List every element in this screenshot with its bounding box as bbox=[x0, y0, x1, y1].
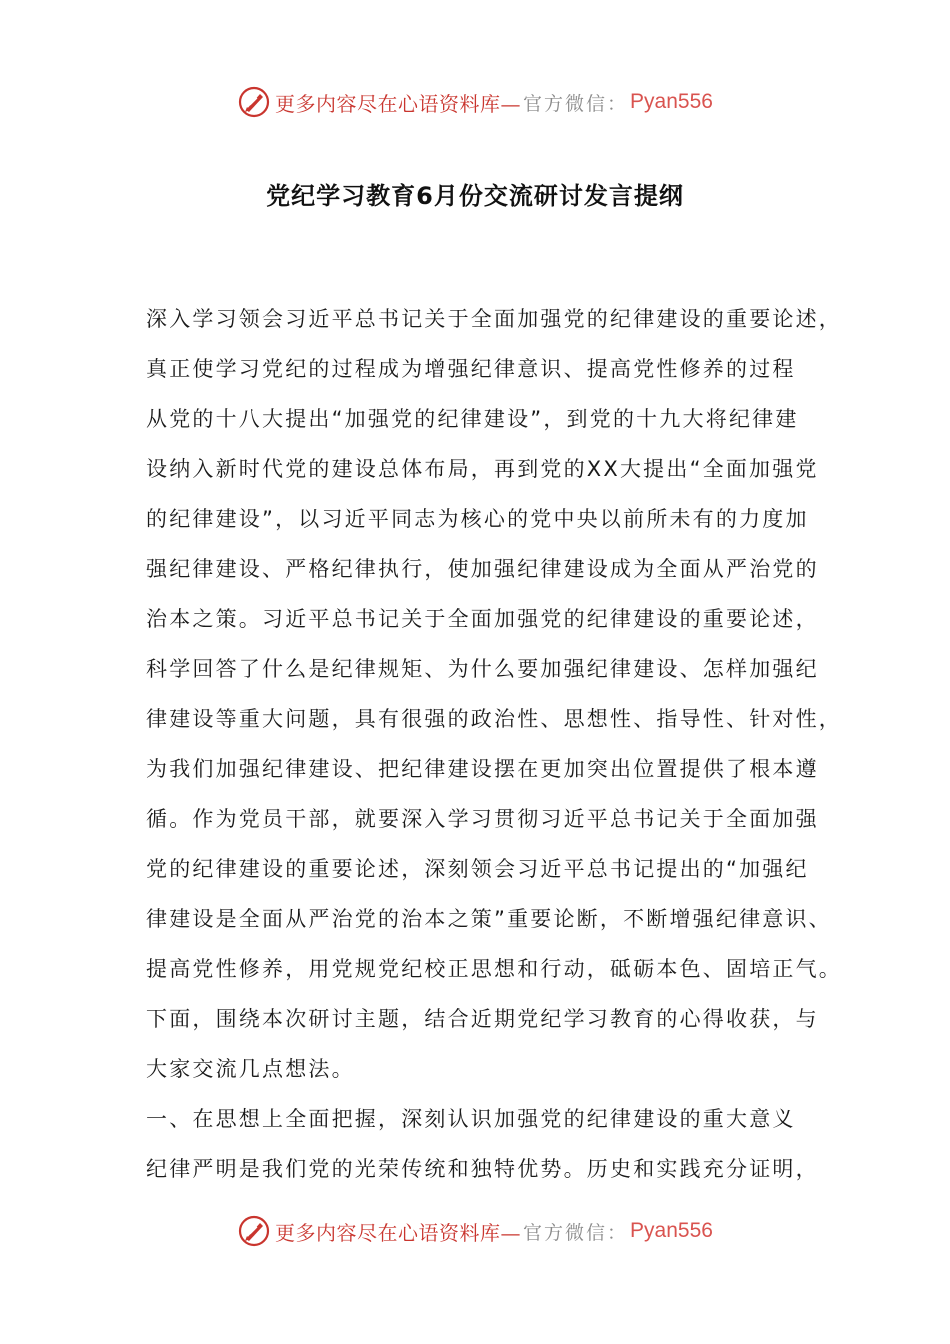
body-line: 的纪律建设”，以习近平同志为核心的党中央以前所未有的力度加 bbox=[146, 507, 809, 531]
document-title: 党纪学习教育6月份交流研讨发言提纲 bbox=[266, 182, 684, 210]
body-line: 科学回答了什么是纪律规矩、为什么要加强纪律建设、怎样加强纪 bbox=[146, 657, 819, 681]
watermark-banner-bottom bbox=[0, 1211, 950, 1251]
body-line: 党的纪律建设的重要论述，深刻领会习近平总书记提出的“加强纪 bbox=[146, 857, 809, 881]
watermark-site-text: 更多内容尽在心语资料库— bbox=[275, 1220, 522, 1245]
body-line: 下面，围绕本次研讨主题，结合近期党纪学习教育的心得收获，与 bbox=[146, 1007, 819, 1031]
body-line: 纪律严明是我们党的光荣传统和独特优势。历史和实践充分证明， bbox=[146, 1157, 819, 1181]
watermark-wechat-id: Pyan556 bbox=[630, 1219, 713, 1242]
watermark-wechat-id: Pyan556 bbox=[630, 90, 713, 113]
body-line: 循。作为党员干部，就要深入学习贯彻习近平总书记关于全面加强 bbox=[146, 807, 819, 831]
body-line: 强纪律建设、严格纪律执行，使加强纪律建设成为全面从严治党的 bbox=[146, 557, 819, 581]
body-line: 真正使学习党纪的过程成为增强纪律意识、提高党性修养的过程 bbox=[146, 357, 796, 381]
body-line: 从党的十八大提出“加强党的纪律建设”，到党的十九大将纪律建 bbox=[146, 407, 799, 431]
watermark-wechat-label: 官方微信： bbox=[523, 92, 629, 115]
section-heading-line: 一、在思想上全面把握，深刻认识加强党的纪律建设的重大意义 bbox=[146, 1107, 796, 1131]
body-line: 治本之策。习近平总书记关于全面加强党的纪律建设的重要论述， bbox=[146, 607, 819, 631]
body-line: 大家交流几点想法。 bbox=[146, 1057, 355, 1081]
watermark-banner-top bbox=[0, 82, 950, 122]
body-line: 为我们加强纪律建设、把纪律建设摆在更加突出位置提供了根本遵 bbox=[146, 757, 819, 781]
body-line: 律建设等重大问题，具有很强的政治性、思想性、指导性、针对性， bbox=[146, 707, 842, 731]
body-line: 深入学习领会习近平总书记关于全面加强党的纪律建设的重要论述， bbox=[146, 307, 842, 331]
watermark-wechat-label: 官方微信： bbox=[523, 1221, 629, 1244]
body-line: 设纳入新时代党的建设总体布局，再到党的XX大提出“全面加强党 bbox=[146, 457, 819, 481]
body-line: 提高党性修养，用党规党纪校正思想和行动，砥砺本色、固培正气。 bbox=[146, 957, 842, 981]
watermark-site-text: 更多内容尽在心语资料库— bbox=[275, 91, 522, 116]
document-body bbox=[146, 300, 842, 1200]
quill-pen-logo-icon bbox=[237, 85, 271, 119]
body-line: 律建设是全面从严治党的治本之策”重要论断，不断增强纪律意识、 bbox=[146, 907, 832, 931]
quill-pen-logo-icon bbox=[237, 1214, 271, 1248]
